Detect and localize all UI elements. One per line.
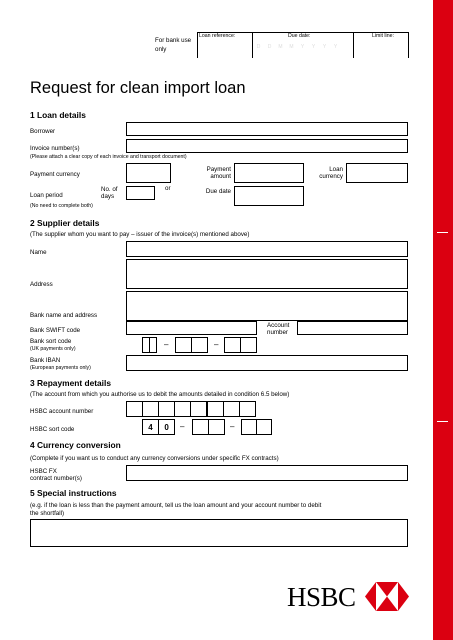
bank-use-divider: [353, 32, 354, 58]
sort-digit-cell[interactable]: [224, 337, 241, 353]
date-char: Y: [333, 44, 338, 50]
due-date-field[interactable]: [234, 186, 304, 206]
section-2-heading: 2 Supplier details: [30, 218, 100, 228]
loan-currency-label: Loan currency: [319, 166, 343, 180]
special-instructions-field[interactable]: [30, 519, 408, 547]
bank-name-address-field[interactable]: [126, 291, 408, 321]
hsbc-logo-text: HSBC: [287, 582, 356, 612]
hsbc-sort-code-pair-3[interactable]: [241, 419, 272, 435]
special-note-1: (e.g. if the loan is less than the payment amount, tell us the loan amount and your account number to debit: [30, 502, 322, 509]
section-3-heading: 3 Repayment details: [30, 378, 111, 388]
section-1-heading: 1 Loan details: [30, 110, 86, 120]
sort-digit-cell[interactable]: [208, 419, 225, 435]
no-of-days-label: No. of days: [101, 186, 118, 200]
payment-currency-field[interactable]: [126, 163, 171, 183]
account-digit-cell[interactable]: [239, 401, 256, 417]
limit-line-label: Limit line:: [372, 33, 394, 39]
hsbc-sort-code-label: HSBC sort code: [30, 426, 75, 433]
account-number-label: Account number: [267, 322, 290, 336]
section-4-heading: 4 Currency conversion: [30, 440, 121, 450]
supplier-address-field[interactable]: [126, 259, 408, 289]
bank-name-address-label: Bank name and address: [30, 312, 98, 319]
sort-digit-cell[interactable]: [192, 419, 209, 435]
bank-sort-code-pair-2[interactable]: [175, 337, 208, 353]
hsbc-hexagon-icon: [365, 582, 409, 611]
bank-use-divider: [197, 32, 198, 58]
or-label: or: [165, 185, 171, 192]
invoice-note: (Please attach a clear copy of each invoice and transport document): [30, 154, 187, 160]
account-digit-cell[interactable]: [223, 401, 240, 417]
brand-edge-bar: [433, 0, 453, 640]
bank-sort-code-label: Bank sort code: [30, 338, 72, 345]
sort-digit-cell[interactable]: [241, 419, 257, 435]
sort-dash: –: [230, 422, 235, 431]
loan-currency-field[interactable]: [346, 163, 408, 183]
bank-use-divider: [408, 32, 409, 58]
invoice-numbers-field[interactable]: [126, 139, 408, 153]
sort-digit-cell[interactable]: [256, 419, 272, 435]
iban-note: (European payments only): [30, 365, 91, 371]
sort-dash: –: [180, 422, 185, 431]
date-char: Y: [300, 44, 305, 50]
fx-contract-field[interactable]: [126, 465, 408, 481]
supplier-note: (The supplier whom you want to pay – issuer of the invoice(s) mentioned above): [30, 231, 250, 238]
repayment-note: (The account from which you authorise us to debit the amounts detailed in condition 6.5 below): [30, 391, 290, 398]
account-digit-cell[interactable]: [190, 401, 207, 417]
payment-currency-label: Payment currency: [30, 171, 80, 178]
fx-contract-label-1: HSBC FX: [30, 468, 57, 475]
bank-use-label: For bank use only: [155, 37, 192, 53]
account-digit-cell[interactable]: [174, 401, 191, 417]
no-of-days-field[interactable]: [126, 186, 155, 200]
fx-note: (Complete if you want us to conduct any currency conversions under specific FX contracts): [30, 455, 279, 462]
date-char: Y: [311, 44, 316, 50]
invoice-numbers-label: Invoice number(s): [30, 145, 80, 152]
section-5-heading: 5 Special instructions: [30, 488, 117, 498]
borrower-label: Borrower: [30, 128, 56, 135]
loan-period-label: Loan period: [30, 192, 63, 199]
supplier-name-field[interactable]: [126, 241, 408, 257]
fx-contract-label-2: contract number(s): [30, 475, 82, 482]
payment-amount-field[interactable]: [234, 163, 304, 183]
payment-amount-label: Payment amount: [206, 166, 231, 180]
hsbc-sort-code-pair-1: [142, 419, 175, 435]
sort-prefix-digit: 4: [142, 419, 159, 435]
sort-code-note: (UK payments only): [30, 346, 76, 352]
sort-digit-cell[interactable]: [149, 337, 157, 353]
date-char: D: [256, 44, 261, 50]
bank-iban-field[interactable]: [126, 355, 408, 371]
sort-digit-cell[interactable]: [175, 337, 192, 353]
bank-swift-field[interactable]: [126, 321, 257, 335]
bank-sort-code-pair-1[interactable]: [142, 337, 157, 353]
date-char: M: [289, 44, 294, 50]
due-date-label-loan: Due date: [205, 188, 231, 195]
account-digit-cell[interactable]: [207, 401, 224, 417]
date-char: M: [278, 44, 283, 50]
sort-digit-cell[interactable]: [240, 337, 257, 353]
sort-dash: –: [164, 340, 169, 349]
bank-swift-label: Bank SWIFT code: [30, 327, 81, 334]
supplier-address-label: Address: [30, 281, 53, 288]
date-char: D: [267, 44, 272, 50]
bank-sort-code-pair-3[interactable]: [224, 337, 257, 353]
due-date-label: Due date:: [288, 33, 311, 39]
hsbc-account-label: HSBC account number: [30, 408, 94, 415]
supplier-name-label: Name: [30, 249, 47, 256]
fold-mark: [437, 232, 448, 233]
account-digit-cell[interactable]: [158, 401, 175, 417]
date-char: Y: [322, 44, 327, 50]
hsbc-account-field[interactable]: [126, 401, 256, 417]
hsbc-sort-code-pair-2[interactable]: [192, 419, 225, 435]
loan-reference-label: Loan reference:: [199, 33, 236, 39]
special-note-2: the shortfall): [30, 510, 65, 517]
sort-prefix-digit: 0: [158, 419, 175, 435]
account-number-field[interactable]: [297, 321, 408, 335]
bank-iban-label: Bank IBAN: [30, 357, 61, 364]
account-digit-cell[interactable]: [126, 401, 143, 417]
loan-period-note: (No need to complete both): [30, 203, 93, 209]
sort-digit-cell[interactable]: [191, 337, 208, 353]
date-placeholder: [253, 44, 341, 50]
fold-mark: [437, 421, 448, 422]
account-digit-cell[interactable]: [142, 401, 159, 417]
sort-dash: –: [214, 340, 219, 349]
borrower-field[interactable]: [126, 122, 408, 136]
page-title: Request for clean import loan: [30, 79, 246, 97]
